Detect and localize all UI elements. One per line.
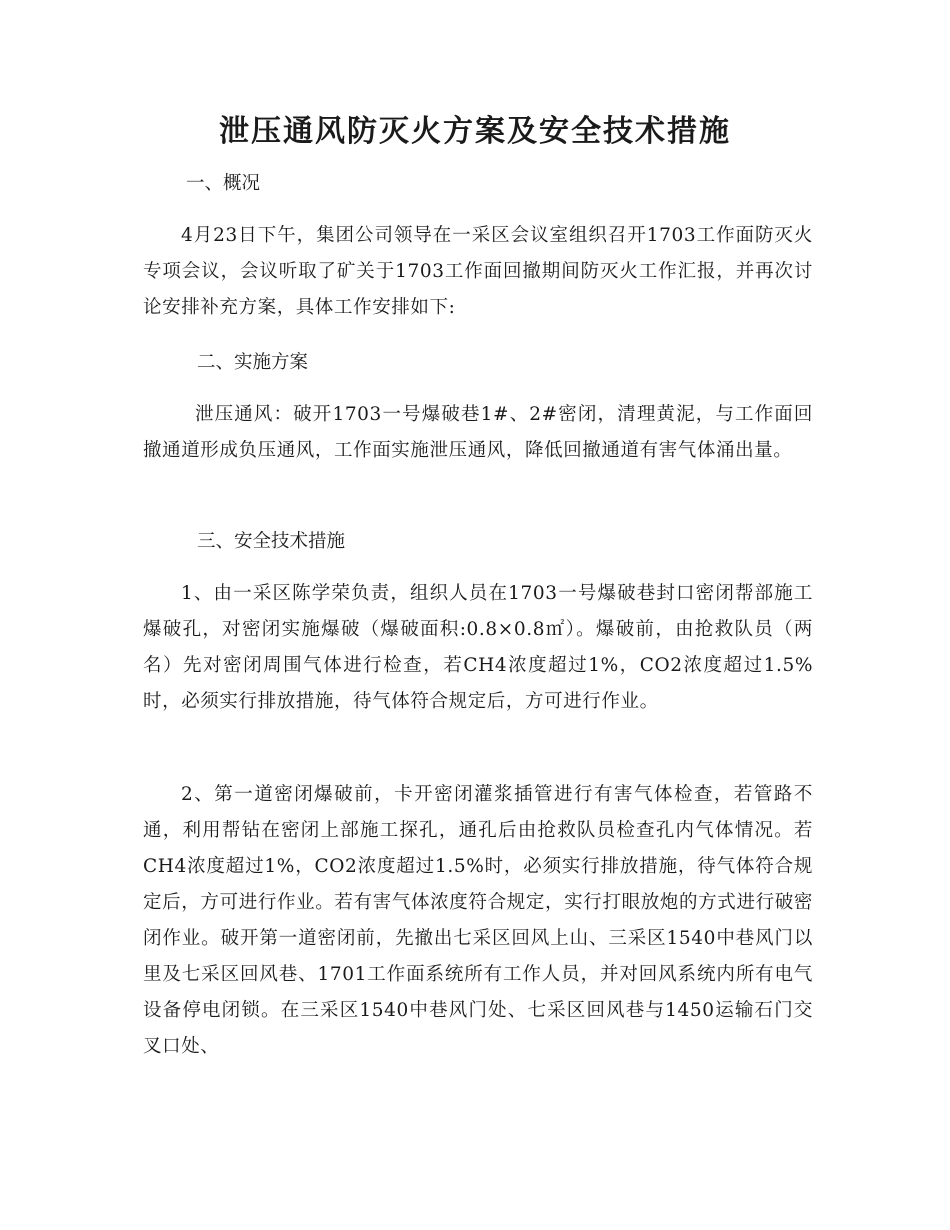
section-heading-plan: 二、实施方案 bbox=[197, 352, 309, 373]
section-heading-safety-measures: 三、安全技术措施 bbox=[197, 531, 346, 552]
safety-measure-1: 1、由一采区陈学荣负责，组织人员在1703一号爆破巷封口密闭帮部施工爆破孔，对密闭实施爆破（爆破面积:0.8×0.8㎡）。爆破前，由抢救队员（两名）先对密闭周围气体进行检查，若CH4浓度超过1%，CO2浓度超过1.5%时，必须实行排放措施，待气体符合规定后，方可进行作业。 bbox=[143, 583, 813, 712]
plan-paragraph: 泄压通风：破开1703一号爆破巷1#、2#密闭，清理黄泥，与工作面回撤通道形成负压通风，工作面实施泄压通风，降低回撤通道有害气体涌出量。 bbox=[143, 404, 813, 461]
section-heading-overview: 一、概况 bbox=[186, 173, 261, 194]
document-title: 泄压通风防灭火方案及安全技术措施 bbox=[219, 114, 731, 149]
overview-paragraph: 4月23日下午，集团公司领导在一采区会议室组织召开1703工作面防灭火专项会议，会议听取了矿关于1703工作面回撤期间防灭火工作汇报，并再次讨论安排补充方案，具体工作安排如下: bbox=[143, 225, 813, 318]
safety-measure-2: 2、第一道密闭爆破前，卡开密闭灌浆插管进行有害气体检查，若管路不通，利用帮钻在密闭上部施工探孔，通孔后由抢救队员检查孔内气体情况。若CH4浓度超过1%，CO2浓度超过1.5%时，必须实行排放措施，待气体符合规定后，方可进行作业。若有害气体浓度符合规定，实行打眼放炮的方式进行破密闭作业。破开第一道密闭前，先撤出七采区回风上山、三采区1540中巷风门以里及七采区回风巷、1701工作面系统所有工作人员，并对回风系统内所有电气设备停电闭锁。在三采区1540中巷风门处、七采区回风巷与1450运输石门交叉口处、 bbox=[143, 784, 813, 1057]
